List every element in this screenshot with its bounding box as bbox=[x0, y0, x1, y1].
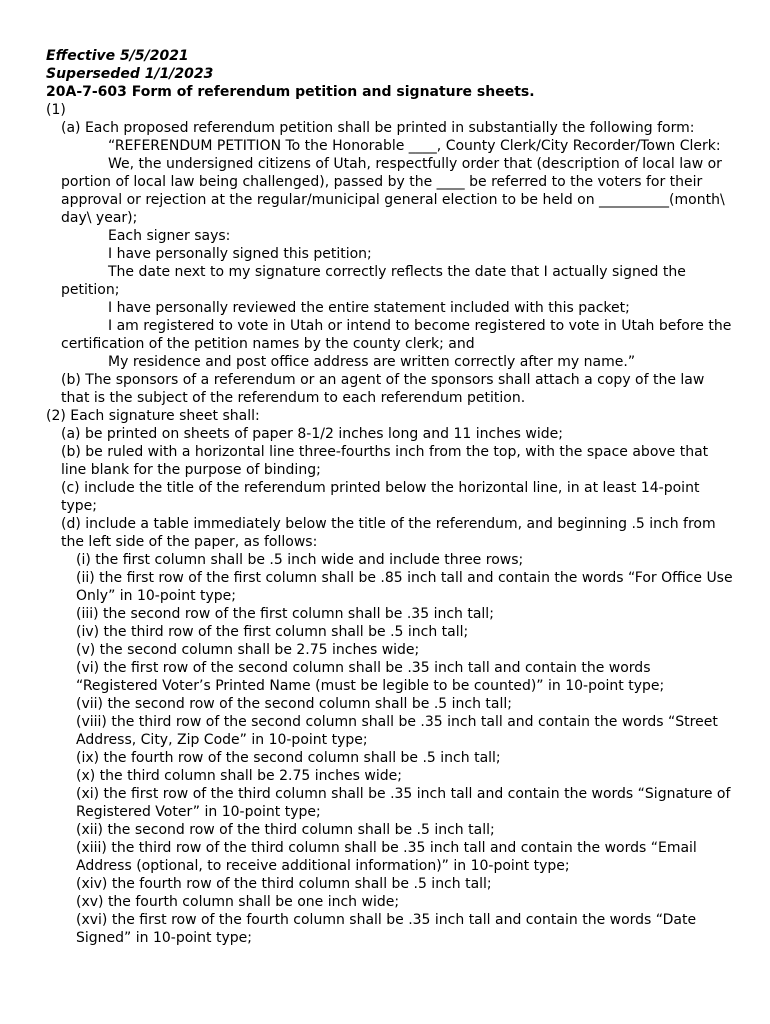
section-title: 20A-7-603 Form of referendum petition and signature sheets. bbox=[46, 84, 535, 100]
table-spec-item: (x) the third column shall be 2.75 inches wide; bbox=[76, 768, 402, 784]
table-spec-item: (vii) the second row of the second column shall be .5 inch tall; bbox=[76, 696, 512, 712]
paragraph-2b: (b) be ruled with a horizontal line three-fourths inch from the top, with the space above that line blank for the purpose of binding; bbox=[61, 444, 709, 478]
table-spec-item: (ix) the fourth row of the second column shall be .5 inch tall; bbox=[76, 750, 501, 766]
table-spec-item: (xv) the fourth column shall be one inch wide; bbox=[76, 894, 400, 910]
paragraph-2d: (d) include a table immediately below the title of the referendum, and beginning .5 inch from the left side of the paper, as follows: bbox=[61, 516, 716, 550]
form-line-1: “REFERENDUM PETITION To the Honorable ____, County Clerk/City Recorder/Town Clerk: bbox=[108, 138, 721, 154]
table-spec-item: (xvi) the first row of the fourth column shall be .35 inch tall and contain the words “Date Signed” in 10-point type; bbox=[76, 912, 697, 946]
superseded-date: Superseded 1/1/2023 bbox=[46, 66, 214, 82]
table-spec-item: (viii) the third row of the second column shall be .35 inch tall and contain the words “Street Address, City, Zip Code” in 10-point type; bbox=[76, 714, 718, 748]
form-line-8: My residence and post office address are written correctly after my name.” bbox=[108, 354, 636, 370]
paragraph-2c: (c) include the title of the referendum printed below the horizontal line, in at least 14-point type; bbox=[61, 480, 700, 514]
document-page bbox=[46, 47, 736, 947]
paragraph-1a: (a) Each proposed referendum petition shall be printed in substantially the following form: bbox=[61, 120, 695, 136]
table-spec-item: (vi) the first row of the second column shall be .35 inch tall and contain the words “Registered Voter’s Printed Name (must be legible to be counted)” in 10-point type; bbox=[76, 660, 665, 694]
paragraph-2a: (a) be printed on sheets of paper 8-1/2 inches long and 11 inches wide; bbox=[61, 426, 563, 442]
table-spec-item: (ii) the first row of the first column shall be .85 inch tall and contain the words “For Office Use Only” in 10-point type; bbox=[76, 570, 733, 604]
table-spec-item: (xiii) the third row of the third column shall be .35 inch tall and contain the words “Email Address (optional, to receive additional information)” in 10-point type; bbox=[76, 840, 697, 874]
form-line-6: I have personally reviewed the entire statement included with this packet; bbox=[108, 300, 630, 316]
form-line-4: I have personally signed this petition; bbox=[108, 246, 372, 262]
table-spec-item: (xiv) the fourth row of the third column shall be .5 inch tall; bbox=[76, 876, 492, 892]
table-spec-item: (xi) the first row of the third column shall be .35 inch tall and contain the words “Signature of Registered Voter” in 10-point type; bbox=[76, 786, 731, 820]
subsection-1-number: (1) bbox=[46, 102, 66, 118]
paragraph-1b: (b) The sponsors of a referendum or an agent of the sponsors shall attach a copy of the law that is the subject of the referendum to each referendum petition. bbox=[61, 372, 705, 406]
table-spec-item: (iii) the second row of the first column shall be .35 inch tall; bbox=[76, 606, 494, 622]
form-line-7: I am registered to vote in Utah or intend to become registered to vote in Utah before the certification of the petition names by the county clerk; and bbox=[61, 318, 732, 352]
table-spec-item: (i) the first column shall be .5 inch wide and include three rows; bbox=[76, 552, 524, 568]
form-line-3: Each signer says: bbox=[108, 228, 231, 244]
table-spec-item: (v) the second column shall be 2.75 inches wide; bbox=[76, 642, 420, 658]
table-spec-item: (xii) the second row of the third column shall be .5 inch tall; bbox=[76, 822, 495, 838]
subsection-2-intro: (2) Each signature sheet shall: bbox=[46, 408, 260, 424]
form-line-5: The date next to my signature correctly reflects the date that I actually signed the petition; bbox=[61, 264, 686, 298]
table-spec-item: (iv) the third row of the first column shall be .5 inch tall; bbox=[76, 624, 469, 640]
effective-date: Effective 5/5/2021 bbox=[46, 48, 189, 64]
form-line-2: We, the undersigned citizens of Utah, respectfully order that (description of local law or portion of local law being challenged), passed by the ____ be referred to the voters for their approval or rejection at the regular/municipal general election to be held on __________(month\ day\ year); bbox=[61, 156, 725, 226]
